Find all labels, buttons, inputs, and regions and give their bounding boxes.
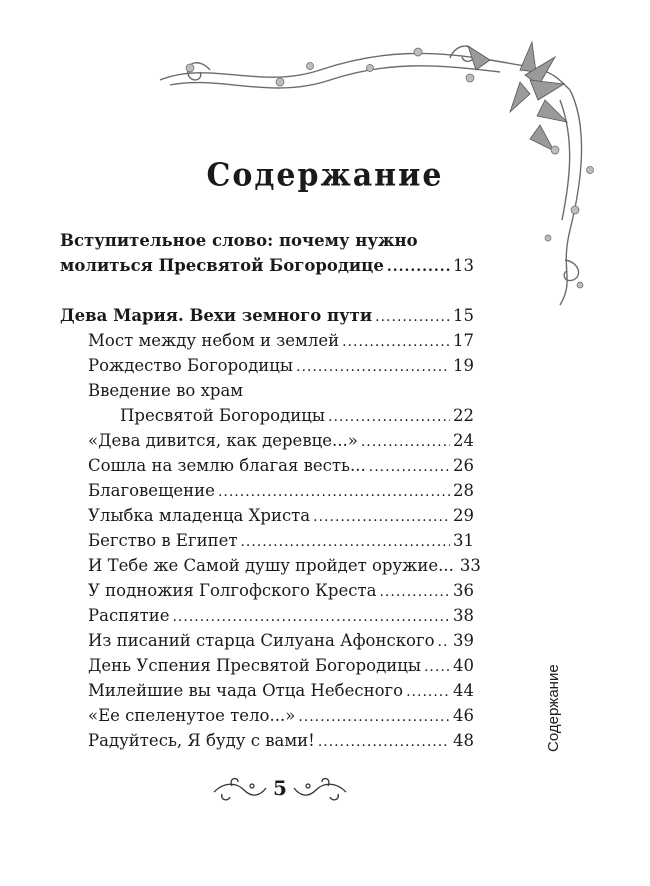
toc-entry-label: Сошла на землю благая весть...	[88, 456, 366, 475]
toc-entry-page: 19	[453, 356, 474, 375]
toc-entry-label: молиться Пресвятой Богородице	[60, 256, 384, 275]
toc-entry-page: 38	[453, 606, 474, 625]
toc-leader-dots	[342, 330, 450, 355]
toc-leader-dots	[438, 630, 450, 655]
toc-entry-label: Бегство в Египет	[88, 531, 238, 550]
toc-entry-page: 33	[459, 556, 481, 575]
toc-entry[interactable]	[60, 478, 474, 503]
toc-leader-dots	[387, 255, 450, 280]
toc-entry[interactable]	[60, 353, 474, 378]
toc-entry-page: 29	[453, 506, 474, 525]
toc-part-entry[interactable]	[60, 303, 474, 328]
toc-entry-page: 39	[453, 631, 474, 650]
toc-entry[interactable]	[60, 403, 474, 428]
page-footer	[210, 774, 350, 804]
running-header-vertical: Содержание	[545, 664, 562, 752]
toc-entry-label: Пресвятой Богородицы	[120, 406, 325, 425]
toc-entry-label: И Тебе же Самой душу пройдет оружие...	[88, 556, 454, 575]
toc-leader-dots	[296, 355, 450, 380]
toc-entry-page: 28	[453, 481, 474, 500]
toc-entry-page: 17	[453, 331, 474, 350]
toc-entry[interactable]	[60, 628, 474, 653]
toc-entry[interactable]	[60, 328, 474, 353]
toc-entry-label: Дева Мария. Вехи земного пути	[60, 306, 373, 325]
toc-entry[interactable]	[60, 653, 474, 678]
toc-entry[interactable]	[60, 728, 474, 753]
toc-leader-dots	[298, 705, 450, 730]
toc-entry-page: 31	[453, 531, 474, 550]
toc-entry-label: Улыбка младенца Христа	[88, 506, 311, 525]
toc-intro-entry[interactable]	[60, 253, 474, 278]
toc-entry-page: 44	[453, 681, 474, 700]
toc-entry[interactable]	[60, 428, 474, 453]
toc-entry[interactable]	[60, 678, 474, 703]
page-title: Содержание	[206, 157, 444, 194]
toc-entry-page: 13	[453, 256, 474, 275]
toc-leader-dots	[369, 455, 450, 480]
toc-entry-label: У подножия Голгофского Креста	[88, 581, 377, 600]
toc-entry-page: 36	[453, 581, 474, 600]
toc-entry-page: 40	[453, 656, 474, 675]
toc-entry[interactable]	[60, 703, 474, 728]
toc-entry-page: 26	[453, 456, 474, 475]
toc-entry[interactable]	[60, 453, 474, 478]
toc-leader-dots	[424, 655, 450, 680]
toc-entry-label: Распятие	[88, 606, 170, 625]
toc-entry[interactable]	[60, 578, 474, 603]
right-flourish-icon	[290, 774, 350, 804]
toc-entry-page: 24	[453, 431, 474, 450]
toc-entry-page: 48	[453, 731, 474, 750]
toc-entry-label: Мост между небом и землей	[88, 331, 340, 350]
toc-entry-label: Рождество Богородицы	[88, 356, 294, 375]
toc-entry-label: Милейшие вы чада Отца Небесного	[88, 681, 404, 700]
toc-leader-dots	[328, 405, 450, 430]
toc-intro-line1: Вступительное слово: почему нужно	[60, 231, 418, 250]
toc-entry-label-first-line[interactable]: Введение во храм	[88, 381, 244, 400]
toc-entry-label: «Дева дивится, как деревце...»	[88, 431, 358, 450]
toc-leader-dots	[406, 680, 450, 705]
toc-leader-dots	[240, 530, 450, 555]
toc-entry-label: Благовещение	[88, 481, 215, 500]
toc-leader-dots	[318, 730, 450, 755]
toc-entry-label: Радуйтесь, Я буду с вами!	[88, 731, 315, 750]
toc-leader-dots	[375, 305, 450, 330]
toc-entry-page: 22	[453, 406, 474, 425]
toc-leader-dots	[379, 580, 450, 605]
table-of-contents	[60, 228, 481, 753]
toc-leader-dots	[313, 505, 450, 530]
toc-entry[interactable]	[60, 553, 481, 578]
toc-leader-dots	[218, 480, 450, 505]
toc-leader-dots	[361, 430, 450, 455]
toc-entry[interactable]	[60, 603, 474, 628]
toc-entry-page: 15	[453, 306, 474, 325]
toc-entry[interactable]	[60, 503, 474, 528]
toc-leader-dots	[172, 605, 450, 630]
toc-entry-label: День Успения Пресвятой Богородицы	[88, 656, 421, 675]
toc-entry-label: «Ее спеленутое тело...»	[88, 706, 296, 725]
page-number: 5	[273, 776, 287, 800]
toc-entry[interactable]	[60, 528, 474, 553]
toc-entry-page: 46	[453, 706, 474, 725]
toc-entry-label: Из писаний старца Силуана Афонского	[88, 631, 435, 650]
